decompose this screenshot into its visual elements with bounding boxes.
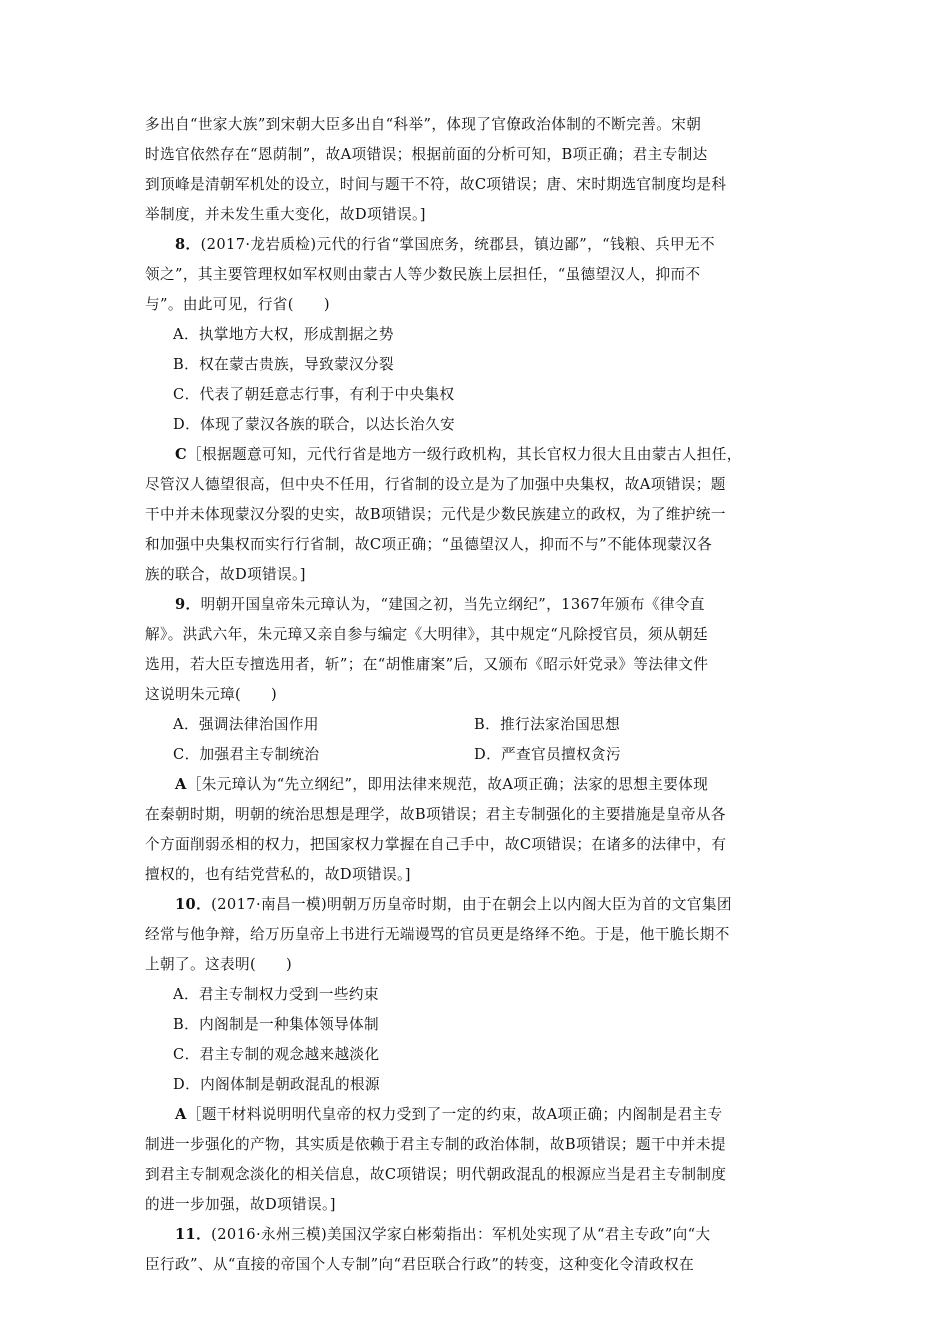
question-text: 明朝开国皇帝朱元璋认为，“建国之初，当先立纲纪”，1367年颁布《律令直: [200, 596, 705, 613]
explanation-text: ［根据题意可知，元代行省是地方一级行政机构，其长官权力很大且由蒙古人担任，: [187, 446, 742, 463]
text-line: 在秦朝时期，明朝的统治思想是理学，故B项错误；君主专制强化的主要措施是皇帝从各: [145, 806, 726, 823]
question-9-stem: [145, 590, 820, 620]
answer-9: [145, 770, 820, 800]
text-line: 选用，若大臣专擅选用者，斩”；在“胡惟庸案”后，又颁布《昭示奸党录》等法律文件: [145, 656, 709, 673]
option-a: A．执掌地方大权，形成割据之势: [173, 326, 394, 343]
option-c: C．君主专制的观念越来越淡化: [173, 1046, 380, 1063]
text-line: 到君主专制观念淡化的相关信息，故C项错误；明代朝政混乱的根源应当是君主专制制度: [145, 1166, 727, 1183]
text-line: 领之”，其主要管理权如军权则由蒙古人等少数民族上层担任，“虽德望汉人，抑而不: [145, 266, 701, 283]
option-b: B．权在蒙古贵族，导致蒙汉分裂: [173, 356, 395, 373]
text-line: 和加强中央集权而实行行省制，故C项正确；“虽德望汉人，抑而不与”不能体现蒙汉各: [145, 536, 713, 553]
option-b: B．推行法家治国思想: [474, 716, 621, 733]
option-d: D．体现了蒙汉各族的联合，以达长治久安: [173, 416, 455, 433]
option-d: D．严查官员擅权贪污: [474, 746, 622, 763]
option-c: C．加强君主专制统治: [173, 746, 320, 763]
text-line: 举制度，并未发生重大变化，故D项错误。]: [145, 206, 426, 223]
question-11-stem: [145, 1220, 820, 1250]
option-d: D．内阁体制是朝政混乱的根源: [173, 1076, 381, 1093]
question-text: (2017·南昌一模)明朝万历皇帝时期，由于在朝会上以内阁大臣为首的文官集团: [211, 896, 732, 913]
text-line: 擅权的，也有结党营私的，故D项错误。]: [145, 866, 411, 883]
document-page: [145, 110, 820, 1280]
text-line: 经常与他争辩，给万历皇帝上书进行无端谩骂的官员更是络绎不绝。于是，他干脆长期不: [145, 926, 730, 943]
answer-8: [145, 440, 820, 470]
question-10-stem: [145, 890, 820, 920]
text-line: 与”。由此可见，行省( ): [145, 296, 330, 313]
text-line: 族的联合，故D项错误。]: [145, 566, 306, 583]
answer-letter: A: [175, 776, 187, 793]
question-number: 9．: [175, 596, 201, 613]
question-text: (2017·龙岩质检)元代的行省“掌国庶务，统郡县，镇边鄙”，“钱粮、兵甲无不: [200, 236, 715, 253]
question-text: (2016·永州三模)美国汉学家白彬菊指出：军机处实现了从“君主专政”向“大: [211, 1226, 711, 1243]
text-line: 尽管汉人德望很高，但中央不任用，行省制的设立是为了加强中央集权，故A项错误；题: [145, 476, 726, 493]
explanation-text: ［朱元璋认为“先立纲纪”，即用法律来规范，故A项正确；法家的思想主要体现: [186, 776, 709, 793]
text-line: 多出自“世家大族”到宋朝大臣多出自“科举”，体现了官僚政治体制的不断完善。宋朝: [145, 116, 702, 133]
option-a: A．君主专制权力受到一些约束: [173, 986, 379, 1003]
option-c: C．代表了朝廷意志行事，有利于中央集权: [173, 386, 455, 403]
text-line: 到顶峰是清朝军机处的设立，时间与题干不符，故C项错误；唐、宋时期选官制度均是科: [145, 176, 727, 193]
options-row: [145, 710, 820, 740]
answer-letter: C: [175, 446, 188, 463]
explanation-text: ［题干材料说明明代皇帝的权力受到了一定的约束，故A项正确；内阁制是君主专: [186, 1106, 723, 1123]
options-row: [145, 740, 820, 770]
option-a: A．强调法律治国作用: [173, 716, 319, 733]
question-number: 8．: [175, 236, 201, 253]
text-line: 的进一步加强，故D项错误。]: [145, 1196, 336, 1213]
option-b: B．内阁制是一种集体领导体制: [173, 1016, 380, 1033]
text-line: 这说明朱元璋( ): [145, 686, 278, 703]
question-8-stem: [145, 230, 820, 260]
text-line: 制进一步强化的产物，其实质是依赖于君主专制的政治体制，故B项错误；题干中并未提: [145, 1136, 726, 1153]
text-line: 上朝了。这表明( ): [145, 956, 293, 973]
text-line: 臣行政”、从“直接的帝国个人专制”向“君臣联合行政”的转变，这种变化令清政权在: [145, 1256, 695, 1273]
answer-letter: A: [175, 1106, 187, 1123]
question-number: 11．: [175, 1226, 212, 1243]
text-line: 时选官依然存在“恩荫制”，故A项错误；根据前面的分析可知，B项正确；君主专制达: [145, 146, 708, 163]
answer-10: [145, 1100, 820, 1130]
question-number: 10．: [175, 896, 212, 913]
text-line: 个方面削弱丞相的权力，把国家权力掌握在自己手中，故C项错误；在诸多的法律中，有: [145, 836, 727, 853]
text-line: 干中并未体现蒙汉分裂的史实，故B项错误；元代是少数民族建立的政权，为了维护统一: [145, 506, 726, 523]
text-line: 解》。洪武六年，朱元璋又亲自参与编定《大明律》，其中规定“凡除授官员，须从朝廷: [145, 626, 709, 643]
